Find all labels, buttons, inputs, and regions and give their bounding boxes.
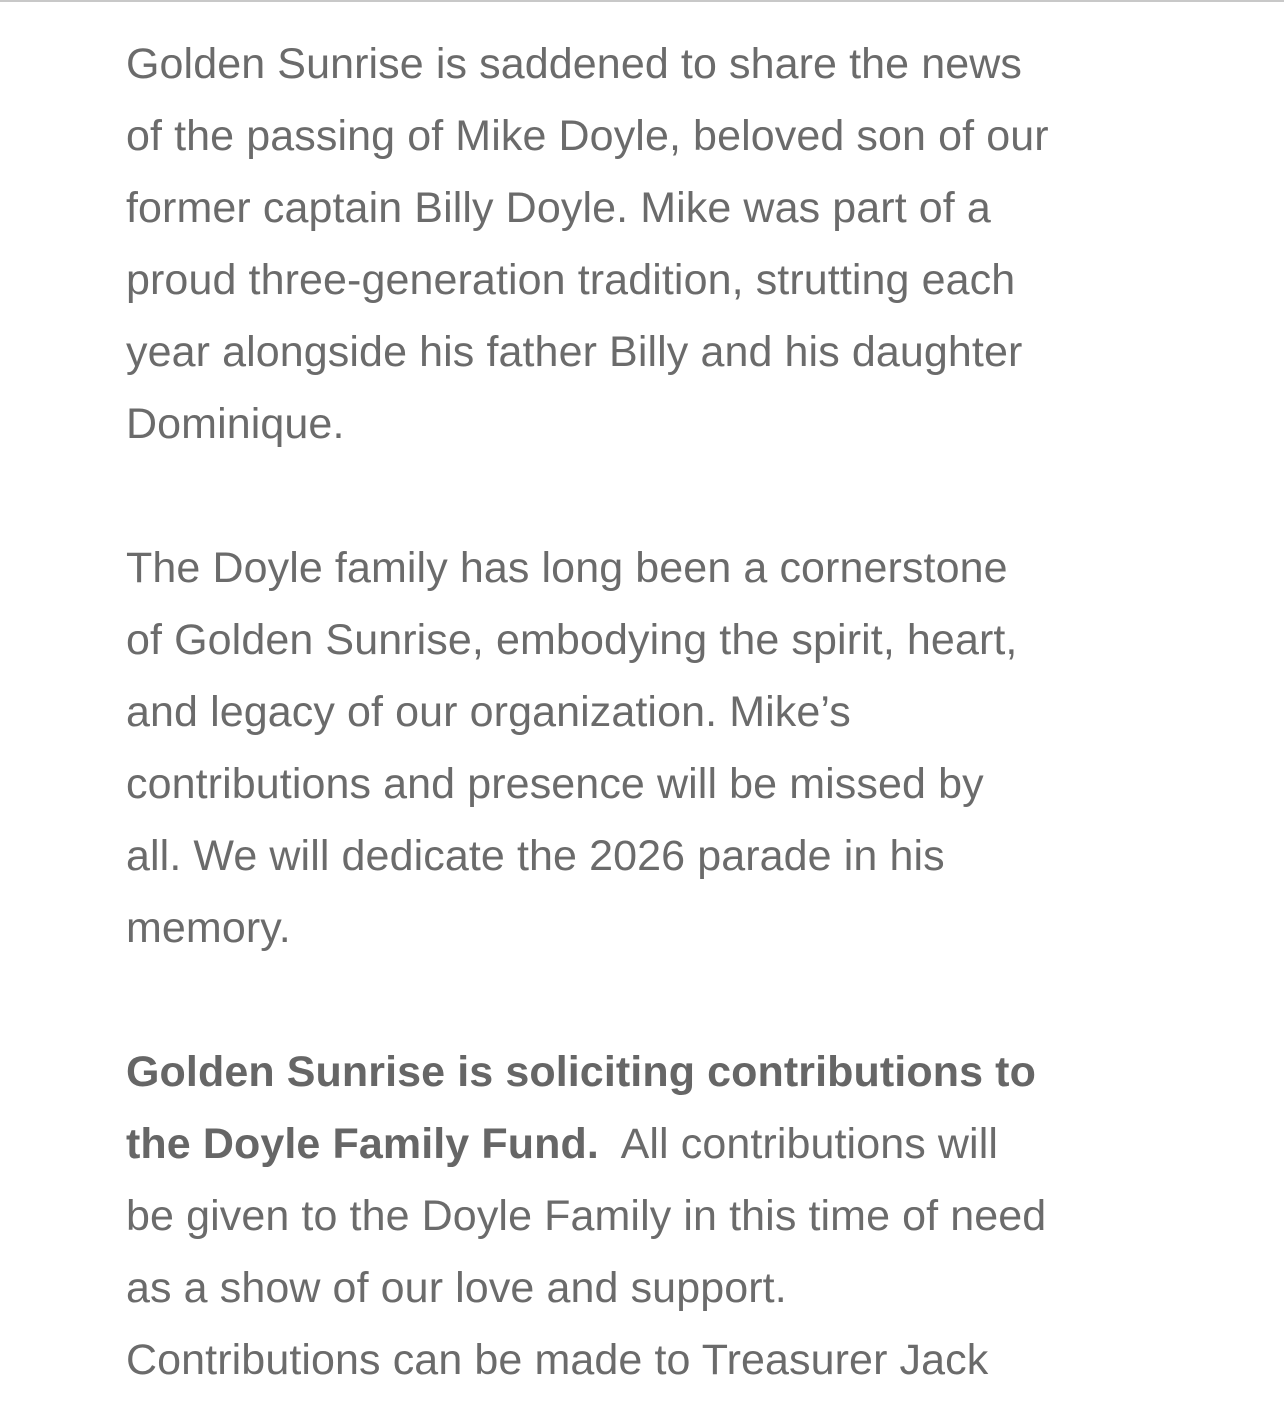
text-line: all. We will dedicate the 2026 parade in his bbox=[126, 832, 945, 880]
text-line: The Doyle family has long been a cornerstone bbox=[126, 544, 1008, 592]
fund-heading-line: Golden Sunrise is soliciting contributions to bbox=[126, 1048, 1036, 1096]
text-line: Dominique. bbox=[126, 400, 345, 448]
text-line: of Golden Sunrise, embodying the spirit, heart, bbox=[126, 616, 1018, 664]
text-line bbox=[126, 1108, 1166, 1180]
fund-name: the Doyle Family Fund. bbox=[126, 1120, 599, 1168]
text-line: Golden Sunrise is saddened to share the news bbox=[126, 40, 1023, 88]
text-line: contributions and presence will be missed by bbox=[126, 760, 984, 808]
text-fragment: All contributions will bbox=[598, 1120, 998, 1168]
top-divider bbox=[0, 0, 1284, 2]
text-line: be given to the Doyle Family in this time of need bbox=[126, 1192, 1047, 1240]
text-line: and legacy of our organization. Mike’s bbox=[126, 688, 851, 736]
text-line: Contributions can be made to Treasurer Jack bbox=[126, 1336, 989, 1384]
text-line: year alongside his father Billy and his daughter bbox=[126, 328, 1023, 376]
paragraph-doyle-family-legacy bbox=[126, 532, 1166, 964]
text-line: as a show of our love and support. bbox=[126, 1264, 787, 1312]
paragraph-passing-news bbox=[126, 28, 1166, 460]
text-line: former captain Billy Doyle. Mike was part of a bbox=[126, 184, 991, 232]
announcement-body bbox=[126, 28, 1166, 1396]
text-line: proud three-generation tradition, strutting each bbox=[126, 256, 1016, 304]
text-line: memory. bbox=[126, 904, 291, 952]
text-line: of the passing of Mike Doyle, beloved son of our bbox=[126, 112, 1049, 160]
paragraph-contributions bbox=[126, 1036, 1166, 1396]
